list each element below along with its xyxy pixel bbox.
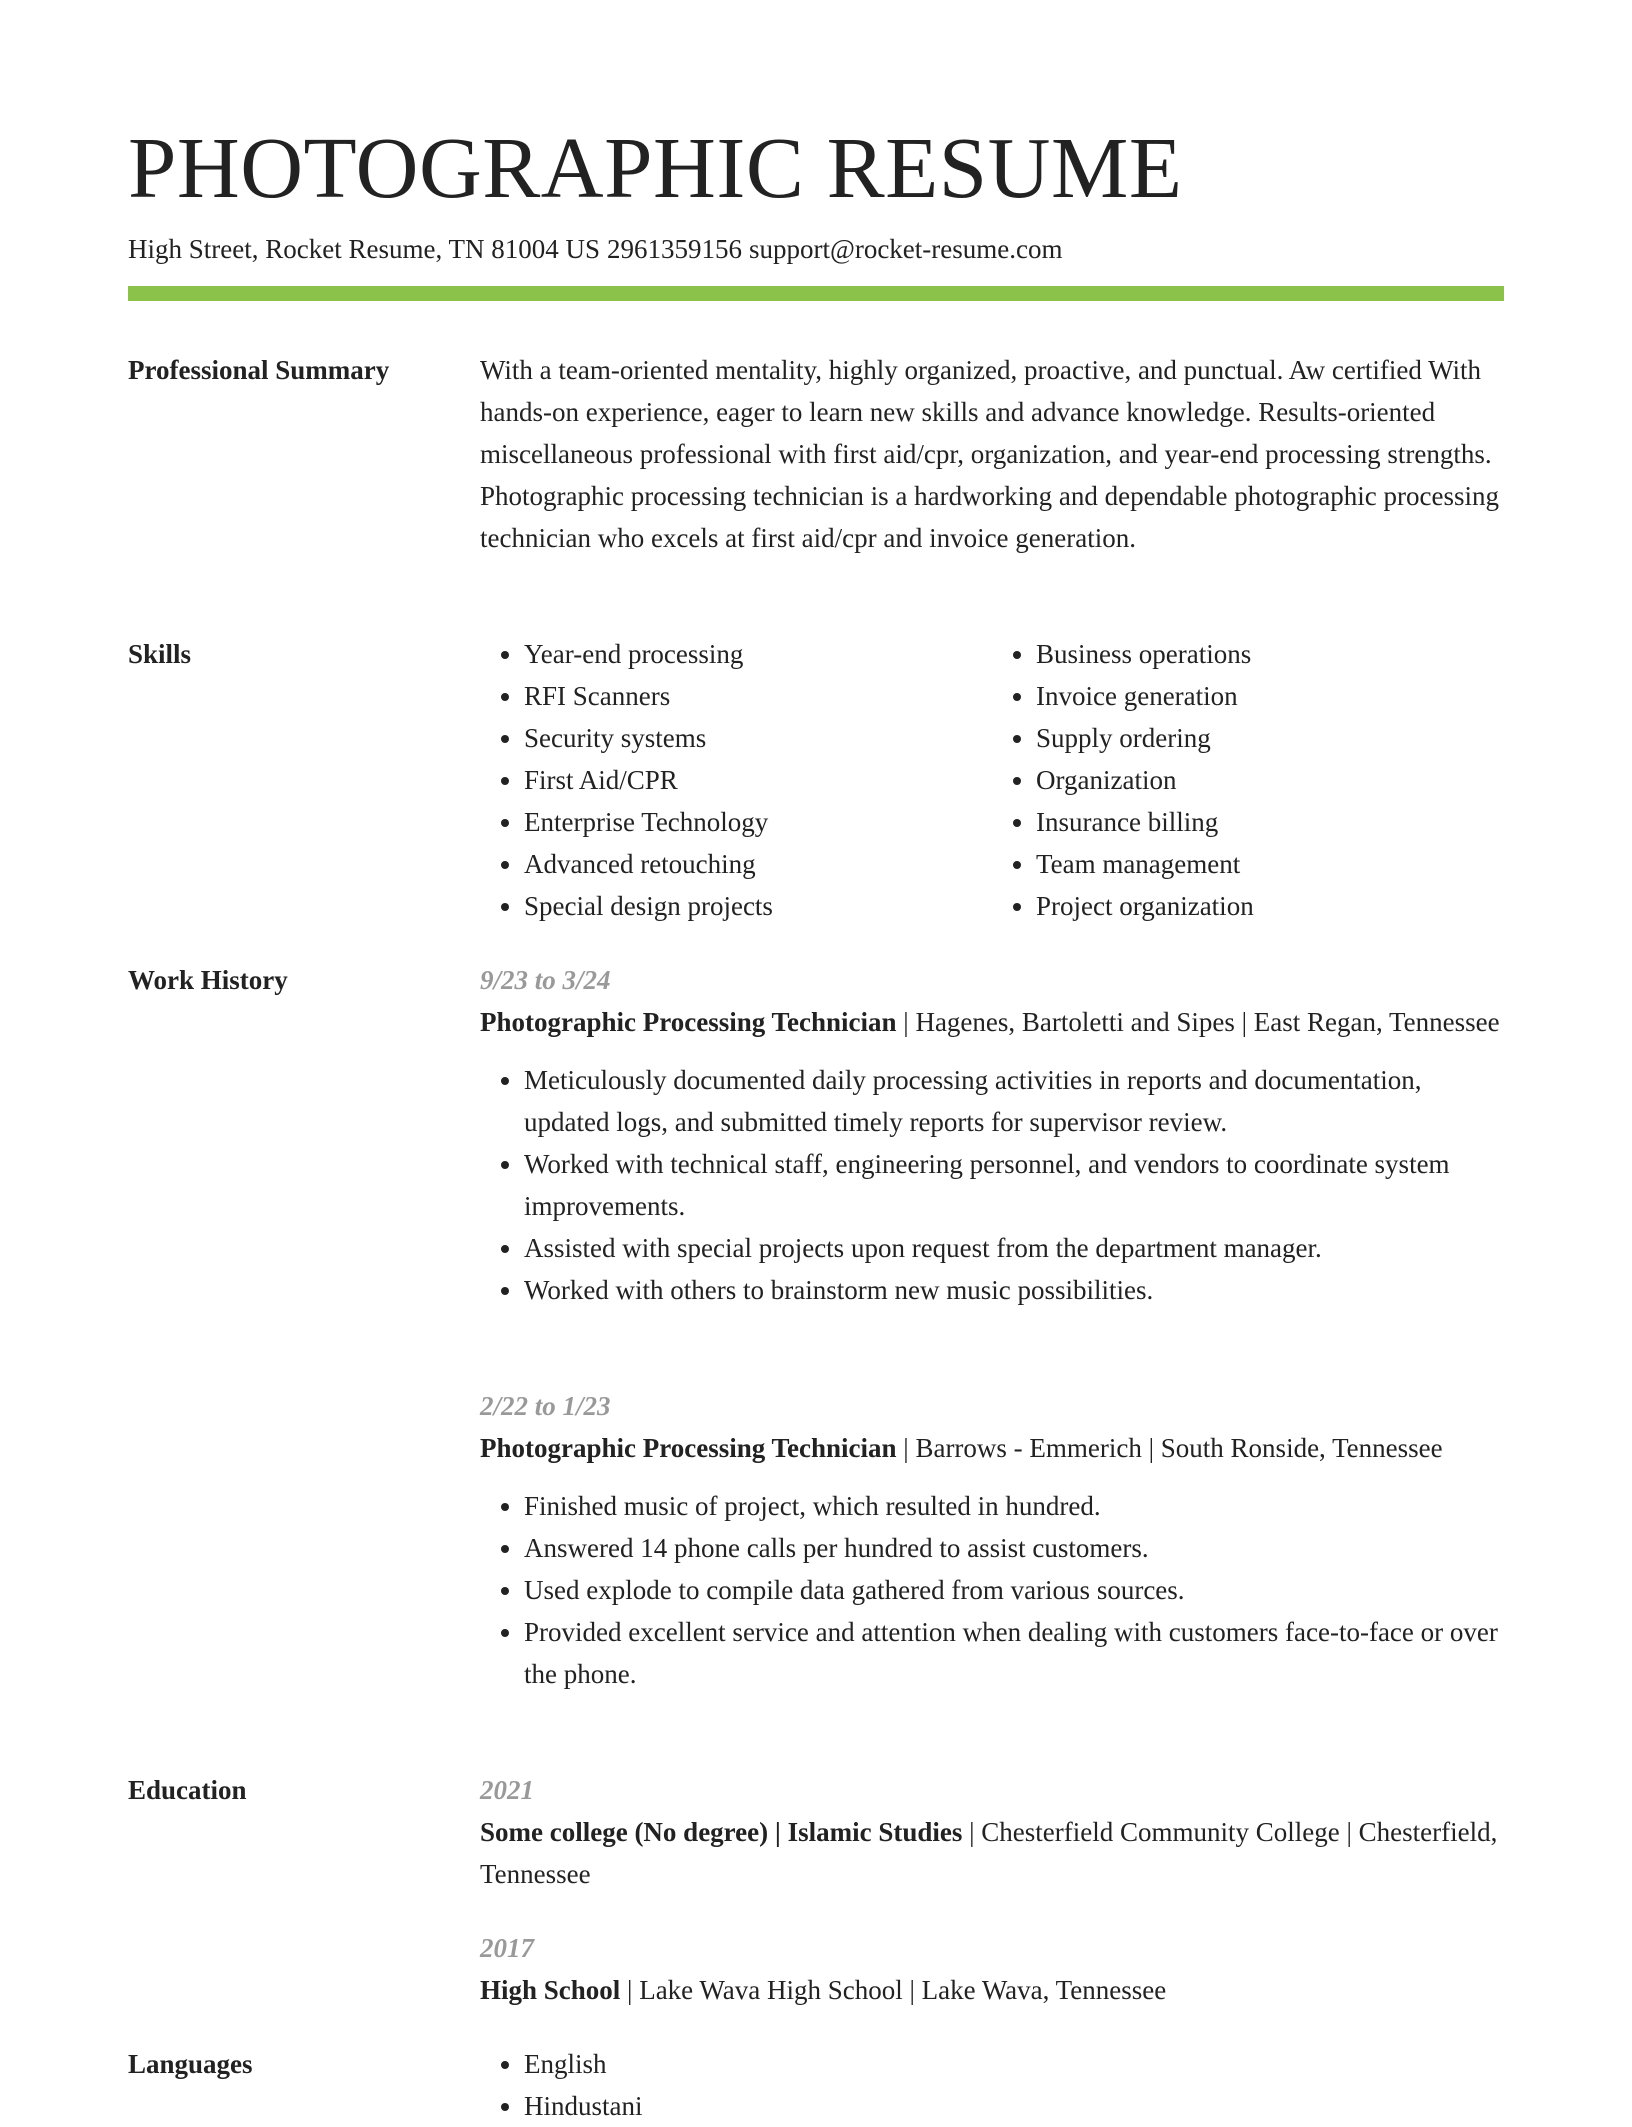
education-label: Education	[128, 1775, 247, 1805]
languages-list	[480, 2043, 1504, 2127]
summary-text: With a team-oriented mentality, highly organized, proactive, and punctual. Aw certified With hands-on experience, eager to learn new skills and advance knowledge. Results-oriented miscellaneous professional with first aid/cpr, organization, and year-end processing strengths. Photographic processing technician is a hardworking and dependable photographic processing technician who excels at first aid/cpr and invoice generation.	[480, 355, 1499, 553]
job-details: | Hagenes, Bartoletti and Sipes | East Regan, Tennessee	[896, 1007, 1500, 1037]
job-header	[480, 1001, 1504, 1043]
education-entry	[480, 1927, 1504, 2011]
accent-divider	[128, 286, 1504, 301]
job-bullet: • Worked with others to brainstorm new music possibilities.	[524, 1269, 1504, 1311]
skill-item: • Advanced retouching	[524, 843, 992, 885]
skills-list-left	[480, 633, 992, 927]
job-dates: 2/22 to 1/23	[480, 1391, 611, 1421]
education-year: 2017	[480, 1933, 534, 1963]
contact-line	[128, 231, 1063, 267]
skill-item: • Team management	[1036, 843, 1504, 885]
job-bullet: • Finished music of project, which resulted in hundred.	[524, 1485, 1504, 1527]
skill-item: • Insurance billing	[1036, 801, 1504, 843]
work-history-label: Work History	[128, 965, 288, 995]
resume-title: PHOTOGRAPHIC RESUME	[128, 119, 1183, 216]
skills-list-right	[992, 633, 1504, 927]
job-entry	[480, 1385, 1504, 1695]
contact-phone: 2961359156	[606, 234, 742, 264]
contact-email: support@rocket-resume.com	[748, 234, 1063, 264]
education-header	[480, 1969, 1504, 2011]
education-degree: High School	[480, 1975, 621, 2005]
job-bullets	[480, 1485, 1504, 1695]
skill-item: • Business operations	[1036, 633, 1504, 675]
job-bullet: • Answered 14 phone calls per hundred to assist customers.	[524, 1527, 1504, 1569]
job-title: Photographic Processing Technician	[480, 1433, 897, 1463]
language-item: • English	[524, 2043, 1504, 2085]
skill-item: • First Aid/CPR	[524, 759, 992, 801]
job-bullet: • Provided excellent service and attention when dealing with customers face-to-face or over the phone.	[524, 1611, 1504, 1695]
summary-label: Professional Summary	[128, 355, 390, 385]
skill-item: • Supply ordering	[1036, 717, 1504, 759]
job-bullets	[480, 1059, 1504, 1311]
job-entry	[480, 959, 1504, 1311]
language-item: • Hindustani	[524, 2085, 1504, 2127]
skill-item: • Security systems	[524, 717, 992, 759]
skill-item: • Invoice generation	[1036, 675, 1504, 717]
skill-item: • Project organization	[1036, 885, 1504, 927]
job-bullet: • Assisted with special projects upon request from the department manager.	[524, 1227, 1504, 1269]
job-dates: 9/23 to 3/24	[480, 965, 611, 995]
job-details: | Barrows - Emmerich | South Ronside, Tennessee	[896, 1433, 1443, 1463]
languages-label: Languages	[128, 2049, 253, 2079]
skill-item: • Enterprise Technology	[524, 801, 992, 843]
contact-address: High Street, Rocket Resume, TN 81004 US	[128, 234, 600, 264]
education-year: 2021	[480, 1775, 534, 1805]
skill-item: • Organization	[1036, 759, 1504, 801]
job-bullet: • Meticulously documented daily processing activities in reports and documentation, updated logs, and submitted timely reports for supervisor review.	[524, 1059, 1504, 1143]
job-header	[480, 1427, 1504, 1469]
job-bullet: • Used explode to compile data gathered from various sources.	[524, 1569, 1504, 1611]
education-details: | Chesterfield Community College | Chesterfield, Tennessee	[480, 1817, 1498, 1889]
job-bullet: • Worked with technical staff, engineering personnel, and vendors to coordinate system improvements.	[524, 1143, 1504, 1227]
skill-item: • Special design projects	[524, 885, 992, 927]
education-degree: Some college (No degree) | Islamic Studies	[480, 1817, 963, 1847]
job-title: Photographic Processing Technician	[480, 1007, 897, 1037]
skill-item: • RFI Scanners	[524, 675, 992, 717]
skill-item: • Year-end processing	[524, 633, 992, 675]
education-details: | Lake Wava High School | Lake Wava, Tennessee	[620, 1975, 1167, 2005]
education-entry	[480, 1769, 1504, 1895]
skills-label: Skills	[128, 639, 192, 669]
education-header	[480, 1811, 1504, 1895]
